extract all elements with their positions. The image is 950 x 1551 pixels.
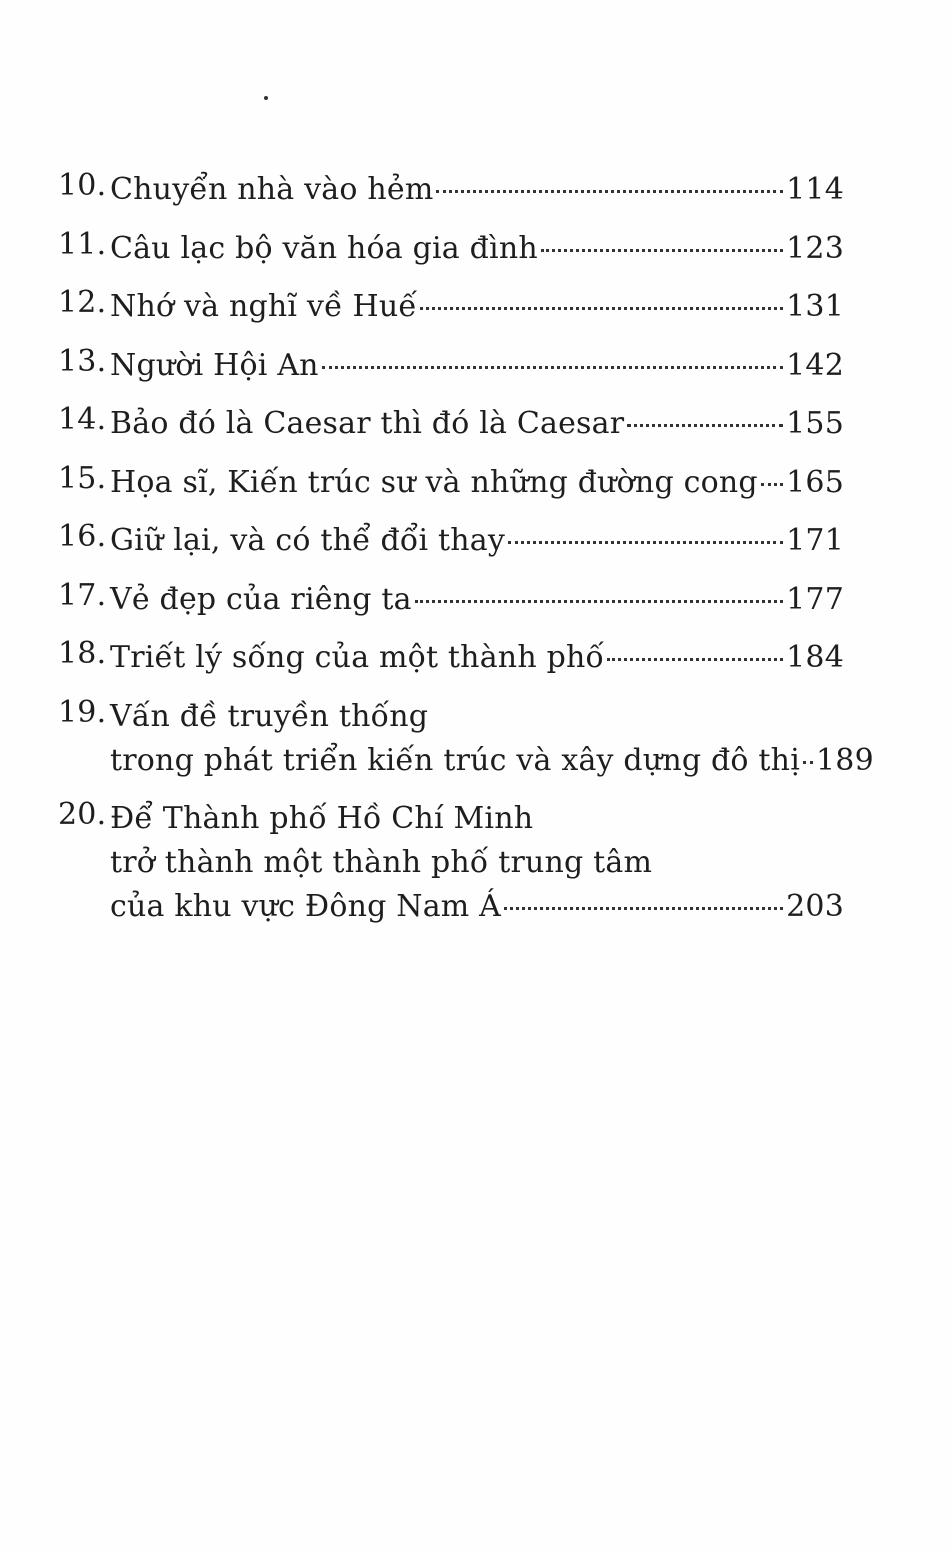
dot-leader [420, 307, 783, 310]
toc-entry-page-number: 131 [786, 289, 844, 324]
toc-entry-title: Vẻ đẹp của riêng ta [110, 581, 412, 617]
toc-entry [58, 402, 844, 446]
toc-entry-body [110, 636, 844, 680]
toc-entry [58, 578, 844, 622]
toc-entry-title: Vấn đề truyền thống [110, 698, 429, 734]
toc-entry-page-number: 203 [786, 889, 844, 924]
toc-entry-body [110, 344, 844, 388]
toc-entry-page-number: 177 [786, 581, 844, 617]
toc-entry-title: Người Hội An [110, 347, 319, 383]
dot-leader [322, 366, 783, 369]
toc-entry-body [110, 402, 844, 446]
toc-entry-number: 15. [58, 460, 107, 496]
toc-entry-line [110, 797, 844, 841]
toc-entry-title: Triết lý sống của một thành phố [110, 640, 605, 675]
toc-entry-number: 19. [58, 694, 107, 730]
toc-entry-page-number: 165 [786, 464, 844, 500]
toc-entry [58, 227, 844, 271]
toc-entry-line [110, 695, 874, 739]
toc-entry-line [110, 636, 844, 680]
toc-entry [58, 344, 844, 388]
toc-entry-number: 11. [58, 226, 107, 262]
toc-entry-line [110, 885, 844, 929]
toc-entry-number: 16. [58, 519, 107, 554]
toc-entry-line [110, 168, 844, 212]
toc-entry-line [110, 461, 844, 505]
toc-entry-number: 18. [58, 636, 107, 671]
toc-entry-body [110, 695, 874, 783]
toc-entry-number: 20. [58, 797, 107, 832]
toc-entry-body [110, 461, 844, 505]
dot-leader [627, 424, 783, 427]
toc-entry-number: 13. [58, 343, 107, 379]
toc-entry-title: Bảo đó là Caesar thì đó là Caesar [110, 406, 625, 441]
toc-entry-body [110, 168, 844, 212]
toc-entry-page-number: 114 [786, 172, 844, 207]
toc-entry-body [110, 227, 844, 271]
toc-entry-line [110, 578, 844, 622]
dot-leader [803, 761, 813, 764]
toc-entry [58, 168, 844, 212]
toc-entry-title: Chuyển nhà vào hẻm [110, 172, 434, 207]
toc-entry-title: Giữ lại, và có thể đổi thay [110, 523, 506, 558]
toc-entry-body [110, 797, 844, 929]
dot-leader [541, 249, 783, 252]
toc-entry [58, 694, 874, 783]
toc-entry-line [110, 519, 844, 563]
toc-entry-number: 12. [58, 285, 107, 320]
toc-entry-number: 14. [58, 402, 107, 437]
toc-entry-title: Để Thành phố Hồ Chí Minh [110, 801, 534, 836]
toc-entry-title: Nhớ và nghĩ về Huế [110, 289, 417, 324]
toc-entry-page-number: 123 [786, 230, 844, 266]
dot-leader [508, 541, 783, 544]
toc-entry [58, 636, 844, 680]
toc-entry-line [110, 841, 844, 885]
toc-entry-page-number: 184 [786, 640, 844, 675]
toc-entry-title: Câu lạc bộ văn hóa gia đình [110, 230, 538, 266]
dot-leader [607, 658, 783, 661]
toc-entry-body [110, 285, 844, 329]
toc-entry-line [110, 227, 844, 271]
toc-entry-body [110, 578, 844, 622]
toc-entry-title: Họa sĩ, Kiến trúc sư và những đường cong [110, 464, 758, 500]
toc-entry [58, 519, 844, 563]
dot-leader [761, 483, 783, 486]
toc-entry-title: trong phát triển kiến trúc và xây dựng đô thị [110, 742, 800, 778]
toc-entry-body [110, 519, 844, 563]
toc-entry-number: 17. [58, 577, 107, 613]
toc-entry [58, 285, 844, 329]
dot-leader [436, 190, 783, 193]
toc-entry-line [110, 739, 874, 783]
ink-speck [264, 96, 268, 100]
dot-leader [504, 907, 783, 910]
table-of-contents [58, 168, 874, 944]
toc-entry-page-number: 155 [786, 406, 844, 441]
toc-entry-line [110, 344, 844, 388]
toc-entry-page-number: 189 [816, 742, 874, 778]
toc-entry-title: trở thành một thành phố trung tâm [110, 845, 653, 880]
toc-entry-line [110, 285, 844, 329]
toc-entry [58, 797, 844, 929]
toc-entry-page-number: 171 [786, 523, 844, 558]
toc-entry-page-number: 142 [786, 347, 844, 383]
dot-leader [415, 600, 783, 603]
toc-entry-number: 10. [58, 168, 107, 203]
toc-entry-line [110, 402, 844, 446]
toc-entry-title: của khu vực Đông Nam Á [110, 889, 502, 924]
toc-entry [58, 461, 844, 505]
